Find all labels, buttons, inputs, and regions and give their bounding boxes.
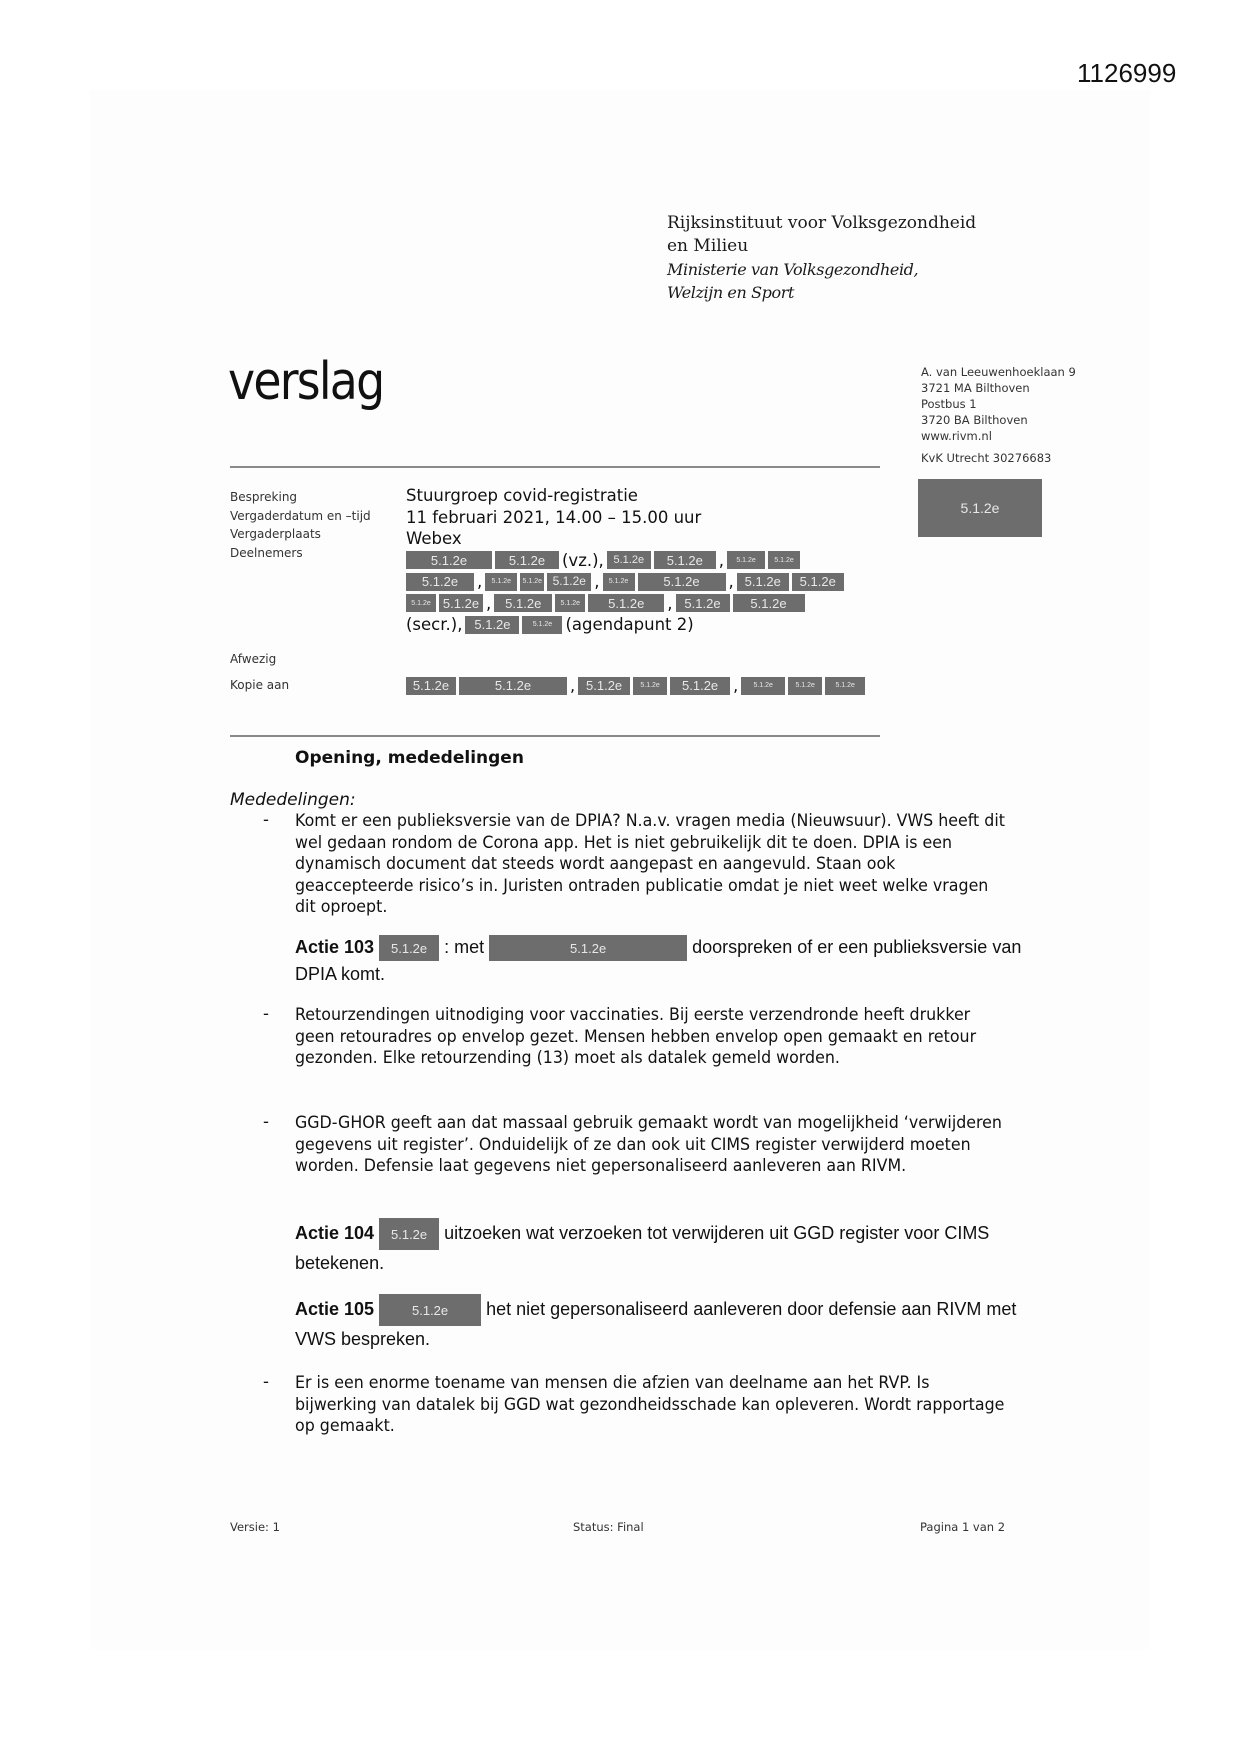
- address-website: www.rivm.nl: [921, 429, 992, 443]
- footer-version: Versie: 1: [230, 1520, 280, 1534]
- address-postbus-city: 3720 BA Bilthoven: [921, 413, 1028, 427]
- comma: ,: [594, 572, 600, 591]
- redaction-box: 5.1.2e: [379, 1294, 481, 1326]
- action-item-105: [295, 1294, 1035, 1353]
- label-datum: Vergaderdatum en –tijd: [230, 508, 371, 523]
- redaction-box: 5.1.2e: [633, 677, 667, 695]
- meta-labels: [230, 488, 371, 562]
- footer-status: Status: Final: [573, 1520, 644, 1534]
- comma: ,: [733, 676, 739, 695]
- action-label: Actie 103: [295, 937, 375, 957]
- redaction-box: 5.1.2e: [578, 677, 630, 695]
- action-text: doorspreken of er een publieksversie van DPIA komt.: [295, 937, 1022, 985]
- comma: ,: [667, 593, 673, 613]
- label-deelnemers: Deelnemers: [230, 545, 303, 560]
- redaction-box: 5.1.2e: [406, 677, 456, 695]
- bullet-item: Retourzendingen uitnodiging voor vaccinaties. Bij eerste verzendronde heeft drukker geen retouradres op envelop gezet. Mensen hebben envelop open gemaakt en retour gezonden. Elke retourzending (13) moet als datalek gemeld worden.: [295, 1005, 977, 1067]
- chair-marker: (vz.),: [562, 550, 604, 570]
- redaction-box: 5.1.2e: [737, 573, 789, 591]
- subheading: Mededelingen:: [230, 790, 356, 810]
- comma: ,: [570, 676, 576, 695]
- label-bespreking: Bespreking: [230, 490, 298, 504]
- action-label: Actie 104: [295, 1222, 375, 1243]
- document-title: verslag: [228, 352, 384, 412]
- ministry-line-2: Welzijn en Sport: [667, 283, 794, 302]
- organization-logo-text: [667, 212, 976, 304]
- redaction-box: 5.1.2e: [485, 573, 517, 591]
- redaction-box: 5.1.2e: [768, 551, 800, 569]
- action-item-104: [295, 1218, 1035, 1277]
- participants-line-1: [406, 550, 876, 572]
- bullet-marker: -: [263, 810, 269, 829]
- bullet-marker: -: [263, 1372, 269, 1391]
- redaction-box: 5.1.2e: [489, 935, 687, 961]
- bullet-item: Er is een enorme toename van mensen die afzien van deelname aan het RVP. Is bijwerking van datalek bij GGD wat gezondheidsschade kan opleveren. Wordt rapportage op gemaakt.: [295, 1373, 1005, 1435]
- address-block: [921, 364, 1076, 444]
- redaction-box: 5.1.2e: [638, 573, 726, 591]
- redaction-box: 5.1.2e: [733, 594, 805, 612]
- value-plaats: Webex: [406, 529, 462, 548]
- address-postal-city: 3721 MA Bilthoven: [921, 381, 1030, 395]
- redaction-box: 5.1.2e: [547, 573, 591, 591]
- participants-line-4: [406, 614, 876, 636]
- meta-values: [406, 485, 876, 636]
- label-afwezig: Afwezig: [230, 652, 277, 666]
- redaction-box: 5.1.2e: [825, 677, 865, 695]
- copy-recipients: [406, 676, 865, 695]
- bullet-item: Komt er een publieksversie van de DPIA? N.a.v. vragen media (Nieuwsuur). VWS heeft dit wel gedaan rondom de Corona app. Het is niet gebruikelijk dit te doen. DPIA is een dynamisch document dat steeds wordt aangepast en aangevuld. Staan ook geaccepteerde risico’s in. Juristen ontraden publicatie omdat je niet weet welke vragen dit oproept.: [295, 811, 1005, 916]
- address-postbus: Postbus 1: [921, 397, 977, 411]
- document-number: 1126999: [1077, 58, 1177, 88]
- action-text: : met: [444, 937, 485, 957]
- redaction-box: 5.1.2e: [654, 551, 716, 569]
- action-label: Actie 105: [295, 1298, 375, 1319]
- comma: ,: [728, 572, 734, 591]
- value-datum: 11 februari 2021, 14.00 – 15.00 uur: [406, 507, 702, 527]
- bullet-marker: -: [263, 1112, 269, 1131]
- redaction-box: 5.1.2e: [406, 551, 492, 569]
- redaction-box: 5.1.2e: [727, 551, 765, 569]
- divider: [230, 466, 880, 468]
- org-line-2: en Milieu: [667, 236, 749, 256]
- redaction-box: 5.1.2e: [918, 479, 1042, 537]
- comma: ,: [718, 550, 725, 570]
- section-title: Opening, mededelingen: [295, 748, 524, 768]
- value-bespreking: Stuurgroep covid-registratie: [406, 486, 638, 505]
- redaction-box: 5.1.2e: [439, 594, 483, 612]
- redaction-box: 5.1.2e: [495, 551, 559, 569]
- redaction-box: 5.1.2e: [520, 573, 544, 591]
- redaction-box: 5.1.2e: [465, 616, 519, 634]
- label-kopie: Kopie aan: [230, 678, 290, 692]
- redaction-box: 5.1.2e: [788, 677, 822, 695]
- participants-line-3: [406, 593, 876, 615]
- bullet-marker: -: [263, 1004, 269, 1023]
- action-text: uitzoeken wat verzoeken tot verwijderen uit GGD register voor CIMS betekenen.: [295, 1222, 990, 1273]
- kvk-number: KvK Utrecht 30276683: [921, 451, 1052, 465]
- redaction-box: 5.1.2e: [522, 616, 562, 634]
- address-street: A. van Leeuwenhoeklaan 9: [921, 365, 1076, 379]
- secretary-marker: (secr.),: [406, 615, 463, 634]
- comma: ,: [486, 593, 492, 613]
- redaction-box: 5.1.2e: [607, 551, 651, 569]
- ministry-line-1: Ministerie van Volksgezondheid,: [667, 260, 919, 279]
- redaction-box: 5.1.2e: [555, 594, 585, 612]
- redaction-box: 5.1.2e: [741, 677, 785, 695]
- org-line-1: Rijksinstituut voor Volksgezondheid: [667, 213, 977, 233]
- footer-page: Pagina 1 van 2: [920, 1520, 1006, 1534]
- action-item-103: [295, 934, 1035, 988]
- comma: ,: [477, 572, 483, 591]
- redaction-box: 5.1.2e: [379, 935, 439, 961]
- redaction-box: 5.1.2e: [379, 1218, 439, 1250]
- redaction-box: 5.1.2e: [406, 573, 474, 591]
- label-plaats: Vergaderplaats: [230, 527, 321, 541]
- agendapunt-note: (agendapunt 2): [565, 615, 694, 634]
- redaction-box: 5.1.2e: [670, 677, 730, 695]
- participants-line-2: [406, 571, 876, 593]
- redaction-box: 5.1.2e: [494, 594, 552, 612]
- action-text: het niet gepersonaliseerd aanleveren door defensie aan RIVM met VWS bespreken.: [295, 1298, 1017, 1349]
- redaction-box: 5.1.2e: [676, 594, 730, 612]
- divider: [230, 735, 880, 737]
- redaction-box: 5.1.2e: [459, 677, 567, 695]
- redaction-box: 5.1.2e: [406, 594, 436, 612]
- redaction-box: 5.1.2e: [603, 573, 635, 591]
- redaction-box: 5.1.2e: [588, 594, 664, 612]
- bullet-item: GGD-GHOR geeft aan dat massaal gebruik gemaakt wordt van mogelijkheid ‘verwijderen gegevens uit register’. Onduidelijk of ze dan ook uit CIMS register verwijderd moeten worden. Defensie laat gegevens niet gepersonaliseerd aanleveren aan RIVM.: [295, 1113, 1002, 1175]
- redaction-box: 5.1.2e: [792, 573, 844, 591]
